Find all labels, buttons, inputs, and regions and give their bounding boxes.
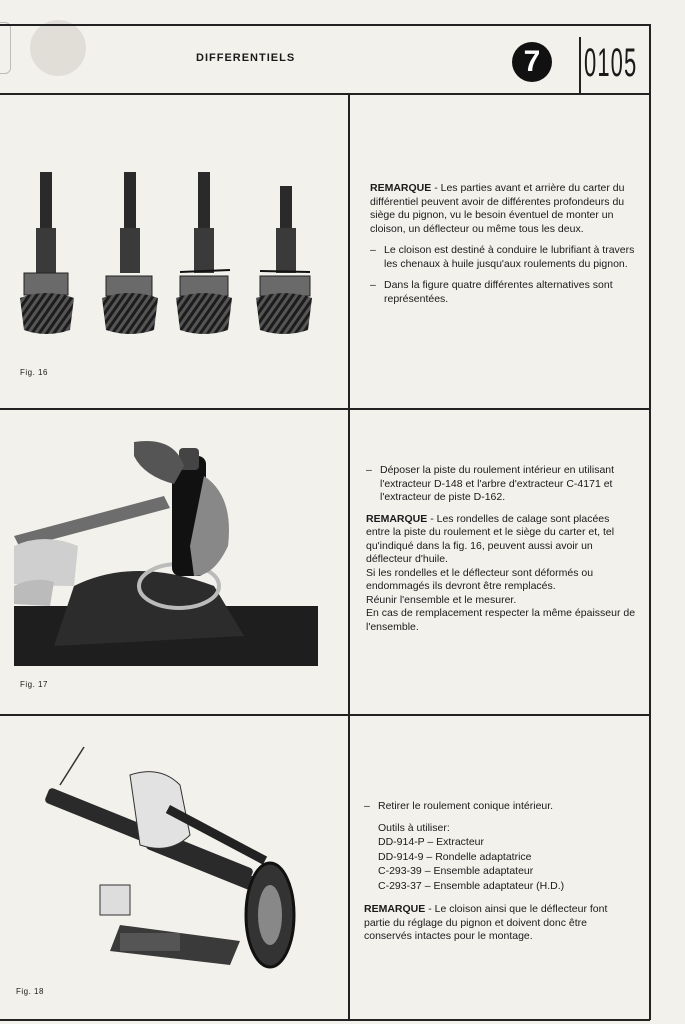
bullet-text: Retirer le roulement conique intérieur. (378, 800, 554, 812)
list-item: – Dans la figure quatre différentes alternatives sont représentées. (370, 279, 635, 306)
remark-paragraph (364, 903, 636, 944)
bleed-through-circle (30, 20, 86, 76)
column-divider (348, 93, 350, 1020)
section-1-text (370, 182, 635, 314)
pinion-shaft-4 (256, 186, 312, 334)
tool-item: DD-914-9 – Rondelle adaptatrice (378, 850, 532, 863)
figure-16-label: Fig. 16 (20, 368, 48, 377)
tools-heading: Outils à utiliser: (378, 821, 450, 834)
tool-item: DD-914-P – Extracteur (378, 836, 485, 848)
remark-label: REMARQUE (366, 512, 428, 525)
text-line: En cas de remplacement respecter la même épaisseur de l'ensemble. (366, 607, 636, 633)
page-number: 0105 (584, 41, 638, 85)
figure-17-label: Fig. 17 (20, 680, 48, 689)
figure-16-pinions (14, 168, 324, 338)
figure-18-label: Fig. 18 (16, 987, 44, 996)
chapter-badge: 7 (512, 42, 552, 82)
list-item: – Déposer la piste du roulement intérieur en utilisant l'extracteur D-148 et l'arbre d'extracteur C-4171 et l'extracteur de piste D-162. (366, 464, 636, 505)
frame-right-line (649, 24, 651, 1020)
bleed-through-mark (0, 22, 11, 74)
remark-text: - Le cloison ainsi que le déflecteur font partie du réglage du pignon et doivent donc être conservés intactes pour le montage. (364, 903, 608, 942)
list-item: – Le cloison est destiné à conduire le lubrifiant à travers les chenaux à huile jusqu'aux roulements du pignon. (370, 244, 635, 270)
section-2-text (366, 464, 636, 634)
pinion-shaft-3 (176, 172, 232, 334)
text-line: Si les rondelles et le déflecteur sont déformés ou endommagés ils devront être remplacés. (366, 566, 594, 592)
remark-label: REMARQUE (364, 903, 426, 915)
header-divider (0, 93, 650, 95)
figure-18-puller-tool (40, 745, 304, 975)
header-number-divider (579, 37, 581, 93)
section-title: DIFFERENTIELS (196, 52, 296, 64)
pinion-shaft-2 (102, 172, 158, 334)
frame-top-line (0, 24, 650, 26)
pinion-shaft-1 (20, 172, 74, 334)
tool-item: C-293-39 – Ensemble adaptateur (378, 865, 534, 877)
list-item: – Retirer le roulement conique intérieur. (364, 800, 554, 812)
remark-label: REMARQUE (370, 182, 432, 194)
tool-item: C-293-37 – Ensemble adaptateur (H.D.) (378, 879, 565, 892)
figure-17-bearing-removal (14, 436, 318, 666)
row-divider-2 (0, 714, 650, 716)
text-line: Réunir l'ensemble et le mesurer. (366, 593, 517, 606)
section-3-text (364, 800, 636, 952)
row-divider-1 (0, 408, 650, 410)
remark-text: - Les parties avant et arrière du carter du différentiel peuvent avoir de différentes profondeurs du siège du pignon, vu le besoin éventuel de monter un cloison, un déflecteur ou même tous les deux. (370, 182, 625, 235)
remark-paragraph (366, 513, 636, 567)
bullet-text: Dans la figure quatre différentes alternatives sont représentées. (384, 279, 613, 305)
remark-text: - Les rondelles de calage sont placées entre la piste du roulement et le siège du carter et, tel qu'indiqué dans la fig. 16, peuvent aussi avoir un déflecteur d'huile. (366, 512, 615, 565)
frame-bottom-line (0, 1019, 650, 1021)
remark-paragraph (370, 182, 635, 236)
tools-list (364, 822, 636, 894)
bullet-text: Le cloison est destiné à conduire le lubrifiant à travers les chenaux à huile jusqu'aux roulements du pignon. (384, 244, 635, 270)
bullet-text: Déposer la piste du roulement intérieur en utilisant l'extracteur D-148 et l'arbre d'extracteur C-4171 et l'extracteur de piste D-162. (380, 464, 615, 503)
